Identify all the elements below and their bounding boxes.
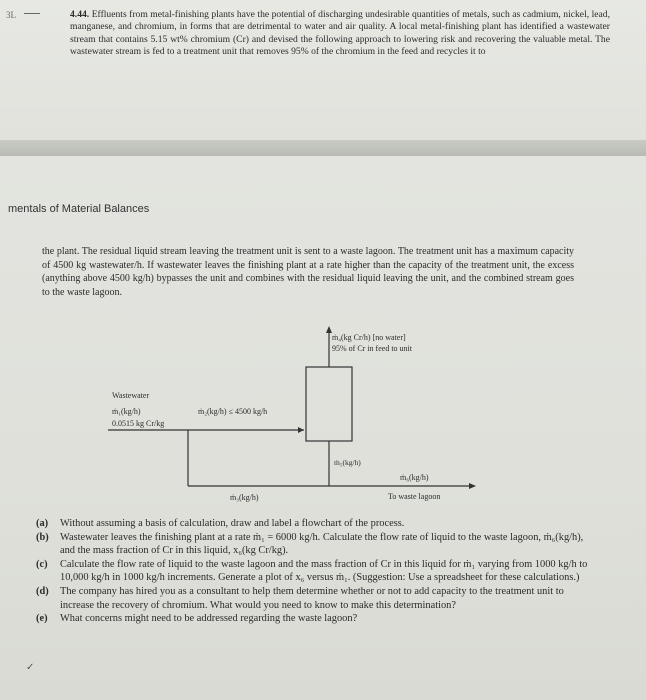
question-text: Without assuming a basis of calculation, draw and label a flowchart of the process. [60,518,405,529]
question-d [36,585,596,612]
section-running-title: mentals of Material Balances [8,203,150,215]
lagoon-label: To waste lagoon [388,492,441,501]
wastewater-label: Wastewater [112,391,150,400]
question-text: The company has hired you as a consultant to help them determine whether or not to add capacity to the treatment unit to increase the recovery of chromium. What would you need to know to make this determination? [60,585,564,611]
m1-label: ṁ₁(kg/h) [112,407,141,416]
question-text: What concerns might need to be addressed regarding the waste lagoon? [60,613,358,625]
question-label: (e) [36,613,48,625]
question-b [36,531,596,558]
question-list [36,517,596,626]
question-c [36,558,596,585]
m4-note: 95% of Cr in feed to unit [332,344,412,353]
m1-composition: 0.0515 kg Cr/kg [112,419,165,428]
question-label: (d) [36,585,49,597]
lagoon-arrow-icon [469,483,476,489]
recovered-cr-arrow-icon [326,326,332,333]
feed-arrow-icon [298,427,304,433]
m5-label: ṁ₅(kg/h) [334,458,361,467]
question-a [36,517,596,531]
problem-text: Effluents from metal-finishing plants have the potential of discharging undesirable quantities of metals, such as cadmium, nickel, lead, manganese, and chromium, in forms that are detrimental to water and air quality. A local metal-finishing plant has identified a wastewater stream that contains 5.15 wt% chromium (Cr) and devised the following approach to lowering risk and recovering the valuable metal. The wastewater stream is fed to a treatment unit that removes 95% of the chromium in the feed and recycles it to [70,9,610,58]
question-text: Calculate the flow rate of liquid to the waste lagoon and the mass fraction of Cr in this liquid for ṁ₁ varying from 1000 kg/h to 10,000 kg/h in 1000 kg/h increments. Generate a plot of x₆ versus ṁ₁. (Suggestion: Use a spreadsheet for these calculations.) [60,558,588,584]
question-text: Wastewater leaves the finishing plant at a rate ṁ₁ = 6000 kg/h. Calculate the flow rate of liquid to the waste lagoon, ṁ₆(kg/h), and the mass fraction of Cr in this liquid, x₆(kg Cr/kg). [60,531,584,557]
problem-continued-text: the plant. The residual liquid stream leaving the treatment unit is sent to a waste lagoon. The treatment unit has a maximum capacity of 4500 kg wastewater/h. If wastewater leaves the finishing plant at a rate higher than the capacity of the treatment unit, the excess (anything above 4500 kg/h) bypasses the unit and combines with the residual liquid leaving the unit, and the combined stream goes to the waste lagoon. [42,246,574,298]
question-e [36,612,596,626]
question-label: (b) [36,531,49,543]
m3-label: ṁ₃(kg/h) [230,493,259,502]
treatment-unit-box [306,367,352,441]
margin-label: 3L [6,10,16,20]
question-label: (a) [36,518,49,529]
m4-label: ṁ₄(kg Cr/h) [no water] [332,333,406,342]
m2-label: ṁ₂(kg/h) ≤ 4500 kg/h [198,407,268,416]
problem-number: 4.44. [70,9,90,20]
m6-label: ṁ₆(kg/h) [400,473,429,482]
question-label: (c) [36,558,48,570]
pen-check-mark-icon: ✓ [26,662,35,673]
